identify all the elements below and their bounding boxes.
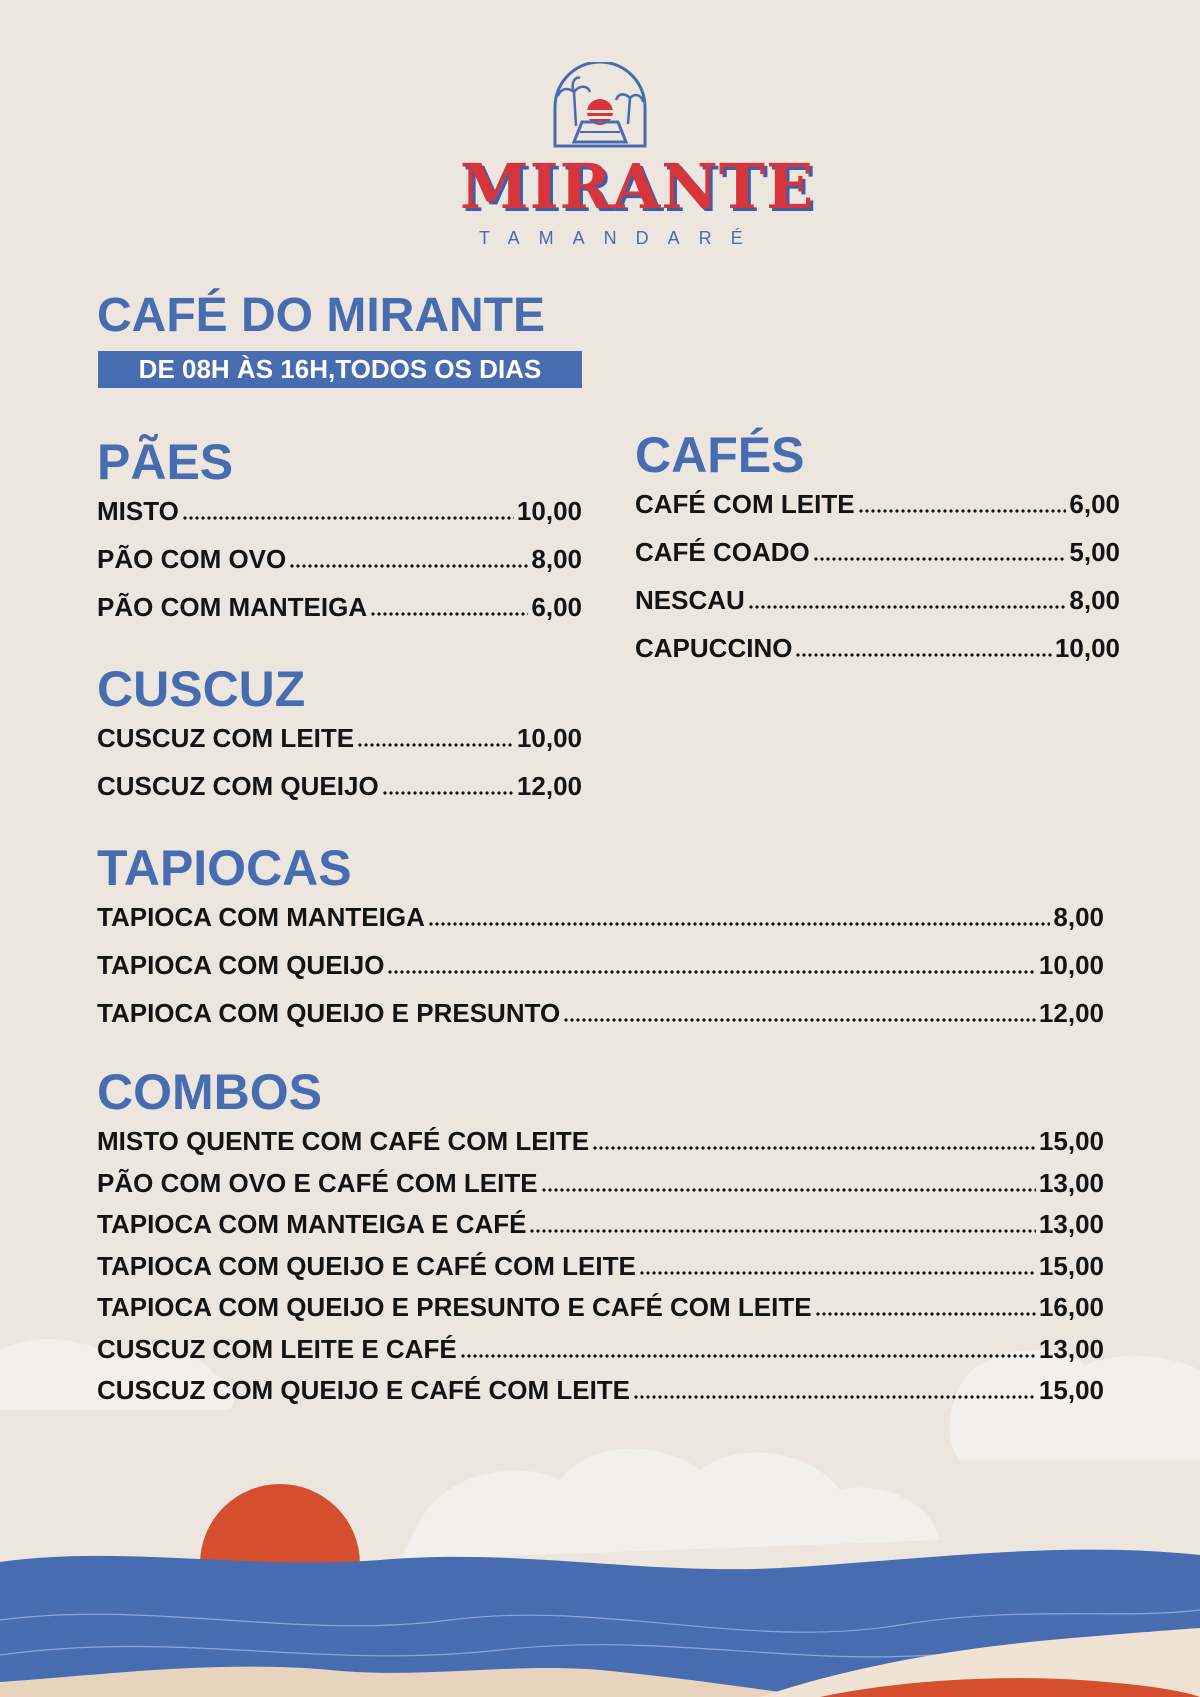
item-price: 16,00	[1038, 1292, 1104, 1322]
brand-logo	[460, 62, 815, 262]
item-name: TAPIOCA COM QUEIJO	[97, 950, 385, 980]
item-name: MISTO	[97, 496, 179, 526]
item-name: CUSCUZ COM LEITE E CAFÉ	[97, 1333, 457, 1364]
dot-leader	[529, 1229, 1035, 1233]
dot-leader	[748, 605, 1067, 609]
dot-leader	[633, 1395, 1036, 1399]
section-heading: CAFÉS	[635, 427, 805, 483]
menu-item	[97, 544, 582, 592]
dot-leader	[639, 1271, 1036, 1275]
item-price: 8,00	[531, 544, 582, 574]
dot-leader	[815, 1312, 1036, 1316]
menu-item	[97, 592, 582, 640]
menu-item	[635, 585, 1120, 633]
menu-item	[635, 633, 1120, 681]
item-price: 12,00	[516, 771, 582, 801]
item-name: TAPIOCA COM MANTEIGA E CAFÉ	[97, 1209, 527, 1239]
section-heading: PÃES	[97, 434, 234, 490]
dot-leader	[382, 791, 514, 795]
menu-list	[97, 902, 1104, 1046]
item-price: 15,00	[1038, 1375, 1104, 1405]
item-price: 10,00	[516, 723, 582, 753]
menu-item	[97, 1334, 1104, 1376]
section-cafes	[635, 427, 1120, 681]
item-price: 10,00	[516, 496, 582, 526]
brand-subtitle: TAMANDARÉ	[479, 228, 762, 248]
menu-list	[97, 1126, 1104, 1417]
pier-sunset-emblem	[550, 62, 650, 148]
menu-list	[635, 489, 1120, 681]
menu-list	[97, 723, 582, 819]
item-price: 13,00	[1038, 1333, 1104, 1364]
menu-item	[97, 496, 582, 544]
dot-leader	[460, 1354, 1036, 1358]
dot-leader	[592, 1146, 1036, 1150]
menu-item	[97, 1375, 1104, 1417]
dot-leader	[387, 970, 1035, 974]
section-tapiocas	[97, 840, 1104, 1046]
section-heading: COMBOS	[97, 1064, 322, 1120]
item-name: CAFÉ COM LEITE	[635, 489, 855, 519]
brand-name: MIRANTE	[460, 150, 815, 223]
item-name: TAPIOCA COM QUEIJO E PRESUNTO E CAFÉ COM LEITE	[97, 1292, 812, 1322]
menu-list	[97, 496, 582, 640]
item-name: PÃO COM OVO	[97, 544, 287, 574]
item-price: 8,00	[1053, 902, 1104, 932]
opening-hours-banner: DE 08H ÀS 16H,TODOS OS DIAS	[98, 351, 582, 388]
item-name: TAPIOCA COM QUEIJO E CAFÉ COM LEITE	[97, 1250, 636, 1281]
section-heading: CUSCUZ	[97, 661, 306, 717]
menu-item	[97, 723, 582, 771]
section-paes	[97, 434, 582, 640]
menu-item	[97, 771, 582, 819]
item-price: 8,00	[1069, 585, 1120, 615]
section-heading: TAPIOCAS	[97, 840, 352, 896]
menu-item	[97, 1126, 1104, 1168]
section-cuscuz	[97, 661, 582, 819]
menu-item	[97, 950, 1104, 998]
menu-item	[635, 489, 1120, 537]
item-name: NESCAU	[635, 585, 745, 615]
item-price: 5,00	[1069, 537, 1120, 567]
page-title: CAFÉ DO MIRANTE	[97, 289, 545, 342]
dot-leader	[428, 922, 1051, 926]
item-name: PÃO COM OVO E CAFÉ COM LEITE	[97, 1167, 538, 1198]
menu-item	[97, 902, 1104, 950]
menu-item	[97, 1209, 1104, 1251]
item-price: 10,00	[1038, 950, 1104, 980]
item-name: CAFÉ COADO	[635, 537, 810, 567]
menu-item	[97, 1168, 1104, 1210]
item-price: 10,00	[1054, 633, 1120, 663]
dot-leader	[182, 516, 514, 520]
menu-item	[635, 537, 1120, 585]
dot-leader	[357, 743, 514, 747]
item-name: TAPIOCA COM QUEIJO E PRESUNTO	[97, 998, 561, 1028]
dot-leader	[370, 612, 528, 616]
dot-leader	[858, 509, 1067, 513]
item-name: TAPIOCA COM MANTEIGA	[97, 902, 425, 932]
dot-leader	[795, 653, 1051, 657]
item-name: CUSCUZ COM QUEIJO E CAFÉ COM LEITE	[97, 1375, 631, 1405]
dot-leader	[563, 1018, 1036, 1022]
item-name: PÃO COM MANTEIGA	[97, 592, 368, 622]
menu-item	[97, 998, 1104, 1046]
menu-item	[97, 1251, 1104, 1293]
item-name: CUSCUZ COM QUEIJO	[97, 771, 379, 801]
section-combos	[97, 1064, 1104, 1417]
item-price: 6,00	[531, 592, 582, 622]
item-price: 13,00	[1038, 1209, 1104, 1239]
item-price: 15,00	[1038, 1250, 1104, 1281]
dot-leader	[541, 1188, 1036, 1192]
item-name: CAPUCCINO	[635, 633, 793, 663]
cloud-middle	[400, 1449, 940, 1560]
item-price: 13,00	[1038, 1167, 1104, 1198]
item-price: 6,00	[1069, 489, 1120, 519]
item-price: 12,00	[1038, 998, 1104, 1028]
dot-leader	[813, 557, 1067, 561]
dot-leader	[289, 564, 528, 568]
menu-item	[97, 1292, 1104, 1334]
item-price: 15,00	[1038, 1126, 1104, 1156]
item-name: MISTO QUENTE COM CAFÉ COM LEITE	[97, 1126, 590, 1156]
item-name: CUSCUZ COM LEITE	[97, 723, 355, 753]
